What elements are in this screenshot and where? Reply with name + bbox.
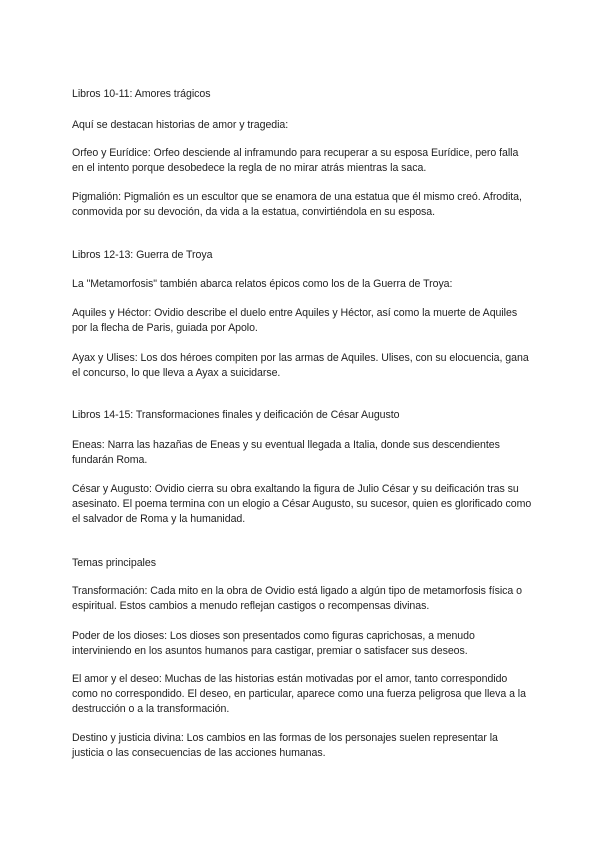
paragraph: Eneas: Narra las hazañas de Eneas y su eventual llegada a Italia, donde sus descendientes fundarán Roma.: [72, 439, 500, 466]
paragraph: Poder de los dioses: Los dioses son presentados como figuras caprichosas, a menudo interviniendo en los asuntos humanos para castigar, premiar o satisfacer sus deseos.: [72, 630, 475, 657]
section-heading: Temas principales: [72, 557, 156, 569]
paragraph: Aquiles y Héctor: Ovidio describe el duelo entre Aquiles y Héctor, así como la muerte de Aquiles por la flecha de Paris, guiada por Apolo.: [72, 307, 518, 334]
section-heading: Libros 10-11: Amores trágicos: [72, 88, 211, 100]
paragraph: César y Augusto: Ovidio cierra su obra exaltando la figura de Julio César y su deificación tras su asesinato. El poema termina con un elogio a César Augusto, su sucesor, quien es glorificado como el salvador de Roma y la humanidad.: [72, 483, 532, 525]
paragraph: Ayax y Ulises: Los dos héroes compiten por las armas de Aquiles. Ulises, con su elocuencia, gana el concurso, lo que lleva a Ayax a suicidarse.: [72, 352, 529, 379]
section-heading: Libros 14-15: Transformaciones finales y deificación de César Augusto: [72, 409, 400, 421]
paragraph: Transformación: Cada mito en la obra de Ovidio está ligado a algún tipo de metamorfosis física o espiritual. Estos cambios a menudo reflejan castigos o recompensas divinas.: [72, 585, 522, 612]
section-intro: Aquí se destacan historias de amor y tragedia:: [72, 119, 289, 131]
paragraph: Orfeo y Eurídice: Orfeo desciende al inframundo para recuperar a su esposa Eurídice, pero falla en el intento porque desobedece la regla de no mirar atrás mientras la saca.: [72, 147, 519, 174]
paragraph: Destino y justicia divina: Los cambios en las formas de los personajes suelen representar la justicia o las consecuencias de las acciones humanas.: [72, 732, 498, 759]
paragraph: El amor y el deseo: Muchas de las historias están motivadas por el amor, tanto correspondido como no correspondido. El deseo, en particular, aparece como una fuerza peligrosa que lleva a la destrucción o a la transformación.: [72, 673, 526, 715]
section-heading: Libros 12-13: Guerra de Troya: [72, 249, 213, 261]
paragraph: Pigmalión: Pigmalión es un escultor que se enamora de una estatua que él mismo creó. Afrodita, conmovida por su devoción, da vida a la estatua, convirtiéndola en su esposa.: [72, 191, 522, 218]
section-intro: La "Metamorfosis" también abarca relatos épicos como los de la Guerra de Troya:: [72, 278, 453, 290]
